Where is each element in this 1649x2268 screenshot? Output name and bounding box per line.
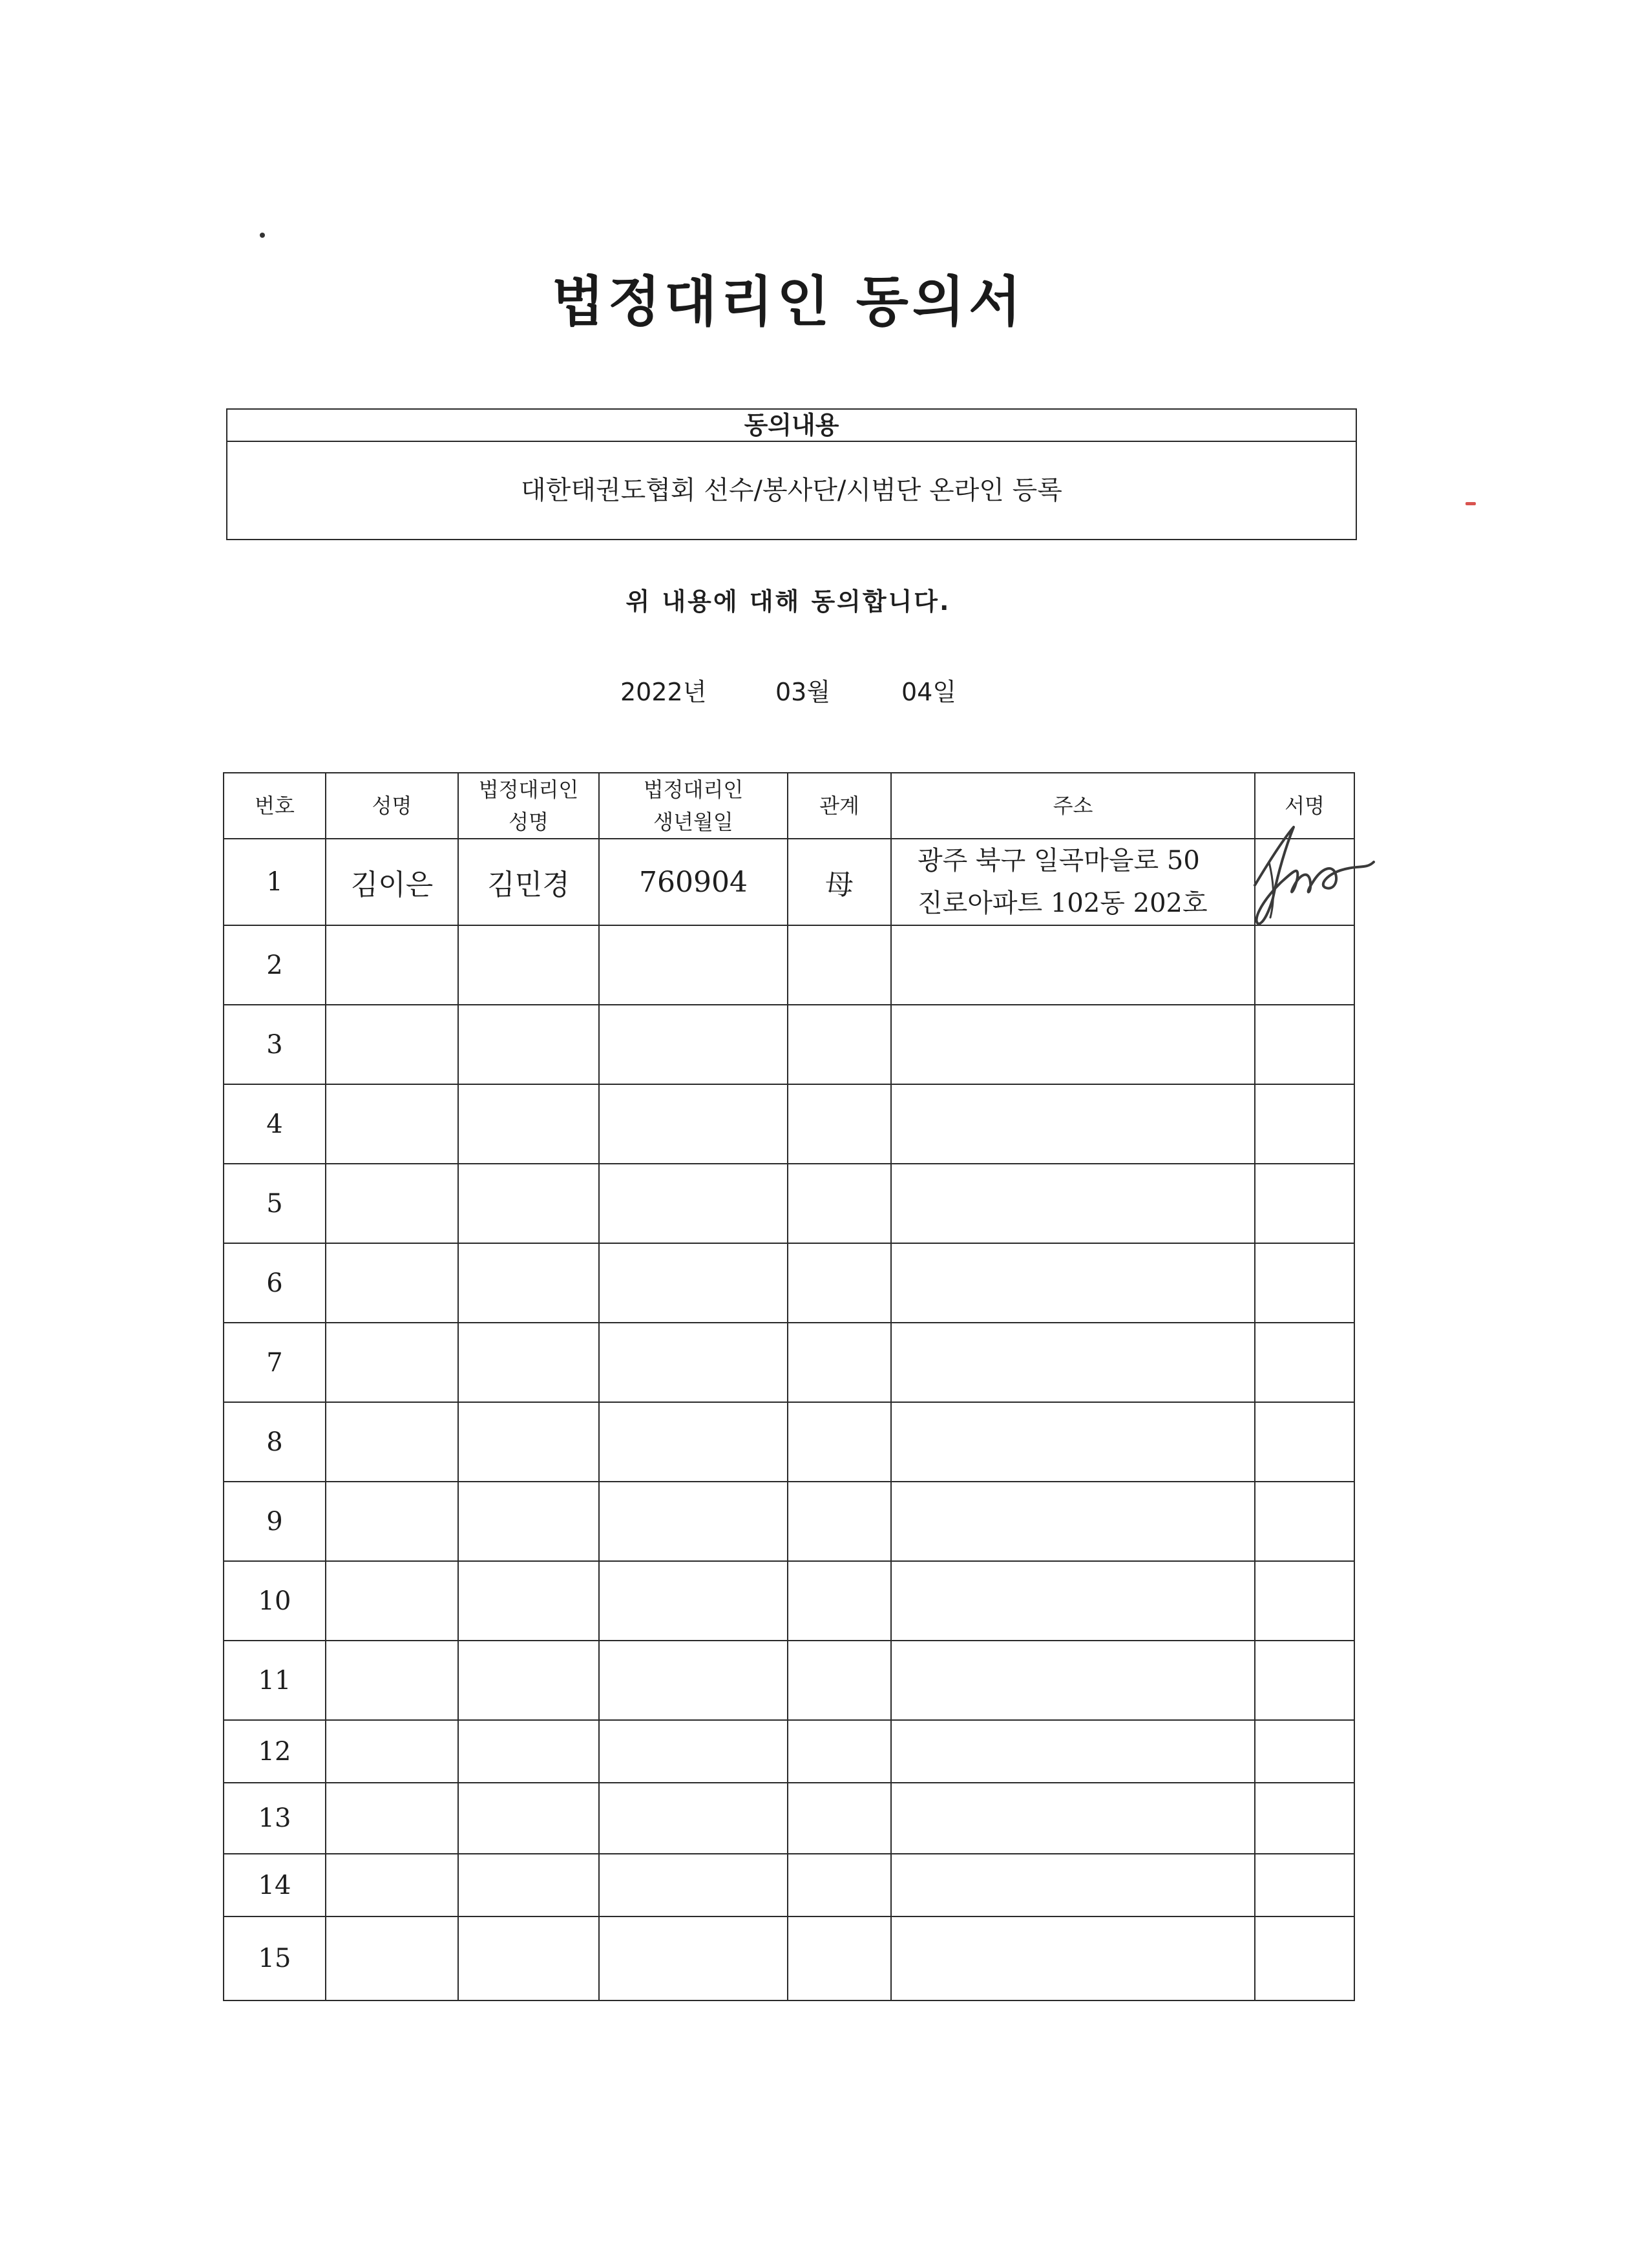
cell-guardian-birth	[599, 1243, 788, 1323]
cell-no: 13	[224, 1783, 326, 1854]
cell-guardian-name	[458, 1084, 599, 1164]
cell-guardian-name	[458, 1916, 599, 2000]
cell-name	[326, 1854, 458, 1916]
cell-guardian-name	[458, 1243, 599, 1323]
cell-guardian-name	[458, 1164, 599, 1243]
cell-no: 5	[224, 1164, 326, 1243]
cell-no: 12	[224, 1720, 326, 1783]
cell-signature	[1255, 925, 1354, 1005]
cell-relation	[788, 1854, 891, 1916]
header-signature: 서명	[1255, 773, 1354, 839]
scan-speck	[260, 233, 265, 238]
cell-address	[891, 1641, 1255, 1720]
cell-name	[326, 1402, 458, 1482]
table-row	[224, 1084, 1354, 1164]
cell-guardian-birth	[599, 1482, 788, 1561]
cell-signature	[1255, 1783, 1354, 1854]
cell-guardian-name	[458, 1641, 599, 1720]
cell-guardian-birth: 760904	[599, 839, 788, 925]
cell-relation	[788, 925, 891, 1005]
cell-guardian-name	[458, 925, 599, 1005]
cell-address	[891, 925, 1255, 1005]
consent-box	[226, 408, 1357, 540]
cell-name	[326, 1641, 458, 1720]
cell-no: 9	[224, 1482, 326, 1561]
cell-guardian-name	[458, 1402, 599, 1482]
cell-relation	[788, 1482, 891, 1561]
cell-address	[891, 1854, 1255, 1916]
cell-address	[891, 1402, 1255, 1482]
cell-guardian-name	[458, 1783, 599, 1854]
cell-address	[891, 1005, 1255, 1084]
cell-no: 3	[224, 1005, 326, 1084]
cell-signature	[1255, 1482, 1354, 1561]
document-title: 법정대리인 동의서	[551, 270, 1025, 333]
cell-name	[326, 925, 458, 1005]
table-row	[224, 925, 1354, 1005]
cell-guardian-name	[458, 1854, 599, 1916]
consent-header: 동의내용	[227, 410, 1356, 442]
cell-relation	[788, 1783, 891, 1854]
cell-no: 8	[224, 1402, 326, 1482]
cell-signature	[1255, 1005, 1354, 1084]
cell-guardian-birth	[599, 1005, 788, 1084]
cell-address	[891, 1084, 1255, 1164]
header-guardian-name-line2: 성명	[509, 810, 549, 834]
cell-signature	[1255, 1402, 1354, 1482]
cell-address	[891, 1482, 1255, 1561]
cell-signature	[1255, 1916, 1354, 2000]
header-guardian-birth	[599, 773, 788, 839]
cell-relation	[788, 1243, 891, 1323]
agreement-statement: 위 내용에 대해 동의합니다.	[625, 587, 951, 616]
table-row	[224, 1482, 1354, 1561]
consent-content: 대한태권도협회 선수/봉사단/시범단 온라인 등록	[521, 476, 1062, 505]
cell-relation	[788, 1164, 891, 1243]
table-header-row	[224, 773, 1354, 839]
cell-guardian-birth	[599, 1561, 788, 1641]
cell-relation	[788, 1561, 891, 1641]
cell-address	[891, 1720, 1255, 1783]
cell-address	[891, 1561, 1255, 1641]
cell-name	[326, 1482, 458, 1561]
cell-no: 10	[224, 1561, 326, 1641]
table-row	[224, 1854, 1354, 1916]
cell-name	[326, 1916, 458, 2000]
cell-guardian-name	[458, 1323, 599, 1402]
cell-guardian-birth	[599, 1720, 788, 1783]
cell-address-line1: 광주 북구 일곡마을로 50	[918, 846, 1200, 876]
cell-relation	[788, 1402, 891, 1482]
cell-address-line2: 진로아파트 102동 202호	[918, 888, 1208, 918]
table-row	[224, 1164, 1354, 1243]
cell-guardian-birth	[599, 1323, 788, 1402]
cell-address	[891, 1164, 1255, 1243]
cell-name	[326, 1164, 458, 1243]
cell-no: 6	[224, 1243, 326, 1323]
cell-relation	[788, 1916, 891, 2000]
table-body	[224, 839, 1354, 2000]
cell-guardian-birth	[599, 925, 788, 1005]
cell-signature	[1255, 1084, 1354, 1164]
cell-relation	[788, 1720, 891, 1783]
cell-address	[891, 839, 1255, 925]
header-name: 성명	[326, 773, 458, 839]
cell-guardian-name: 김민경	[458, 839, 599, 925]
cell-name	[326, 1005, 458, 1084]
cell-signature	[1255, 1854, 1354, 1916]
cell-signature	[1255, 1164, 1354, 1243]
cell-no: 15	[224, 1916, 326, 2000]
cell-relation	[788, 1641, 891, 1720]
cell-relation	[788, 1323, 891, 1402]
cell-no: 2	[224, 925, 326, 1005]
header-guardian-name	[458, 773, 599, 839]
table-row	[224, 1720, 1354, 1783]
table-row	[224, 1561, 1354, 1641]
handwritten-signature	[1221, 821, 1383, 930]
cell-name	[326, 1561, 458, 1641]
header-relation: 관계	[788, 773, 891, 839]
cell-no: 11	[224, 1641, 326, 1720]
header-guardian-name-line1: 법정대리인	[478, 777, 579, 802]
cell-signature	[1255, 1641, 1354, 1720]
cell-guardian-birth	[599, 1402, 788, 1482]
cell-relation	[788, 1084, 891, 1164]
cell-address	[891, 1783, 1255, 1854]
cell-relation	[788, 1005, 891, 1084]
header-guardian-birth-line2: 생년월일	[653, 810, 733, 834]
cell-signature	[1255, 1720, 1354, 1783]
cell-name	[326, 1084, 458, 1164]
table-row	[224, 1402, 1354, 1482]
date-day: 04일	[901, 678, 957, 706]
cell-guardian-birth	[599, 1783, 788, 1854]
cell-name: 김이은	[326, 839, 458, 925]
cell-address	[891, 1243, 1255, 1323]
cell-guardian-name	[458, 1561, 599, 1641]
table-row	[224, 1323, 1354, 1402]
table-row	[224, 1005, 1354, 1084]
table-row	[224, 839, 1354, 925]
cell-name	[326, 1243, 458, 1323]
cell-name	[326, 1783, 458, 1854]
cell-guardian-name	[458, 1482, 599, 1561]
cell-guardian-birth	[599, 1641, 788, 1720]
cell-address	[891, 1323, 1255, 1402]
cell-guardian-name	[458, 1720, 599, 1783]
cell-relation: 母	[788, 839, 891, 925]
date-year: 2022년	[620, 678, 707, 706]
cell-no: 7	[224, 1323, 326, 1402]
table-row	[224, 1916, 1354, 2000]
cell-no: 4	[224, 1084, 326, 1164]
table-row	[224, 1783, 1354, 1854]
cell-guardian-birth	[599, 1164, 788, 1243]
scan-red-mark	[1465, 502, 1476, 505]
table-row	[224, 1641, 1354, 1720]
cell-guardian-birth	[599, 1084, 788, 1164]
cell-address	[891, 1916, 1255, 2000]
cell-no: 14	[224, 1854, 326, 1916]
cell-signature	[1255, 1323, 1354, 1402]
cell-name	[326, 1323, 458, 1402]
cell-signature	[1255, 1243, 1354, 1323]
header-guardian-birth-line1: 법정대리인	[643, 777, 744, 802]
cell-guardian-birth	[599, 1916, 788, 2000]
cell-no: 1	[224, 839, 326, 925]
cell-guardian-name	[458, 1005, 599, 1084]
date-month: 03월	[775, 678, 831, 706]
header-address: 주소	[891, 773, 1255, 839]
table-row	[224, 1243, 1354, 1323]
cell-guardian-birth	[599, 1854, 788, 1916]
header-no: 번호	[224, 773, 326, 839]
cell-name	[326, 1720, 458, 1783]
guardian-roster-table	[223, 772, 1355, 2001]
cell-signature	[1255, 1561, 1354, 1641]
